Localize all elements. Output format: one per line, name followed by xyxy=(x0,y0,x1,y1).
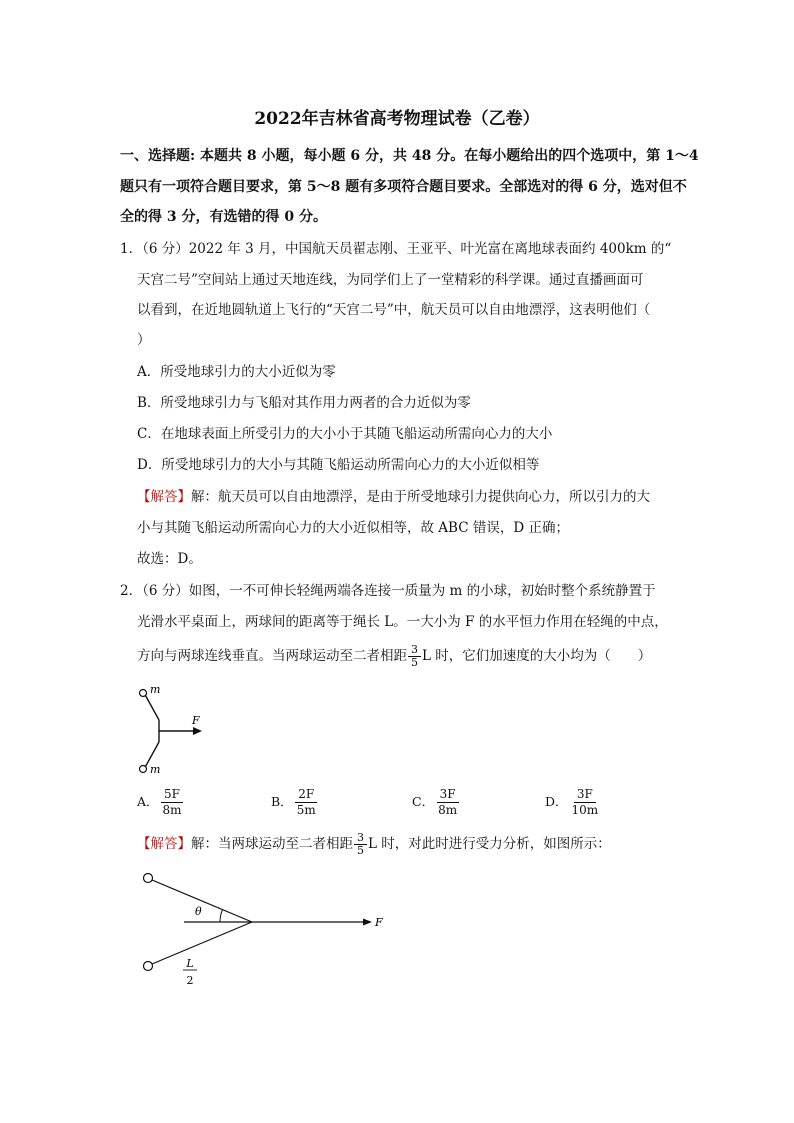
q2-answer-line1 xyxy=(137,831,611,857)
fraction-numerator: 5F xyxy=(161,787,183,803)
fraction-numerator: 3 xyxy=(354,832,367,845)
option-label: C． xyxy=(412,794,435,809)
option-fraction xyxy=(294,787,319,818)
fraction-denominator: 5 xyxy=(411,656,418,669)
fraction-numerator: 3F xyxy=(437,787,459,803)
option-fraction xyxy=(569,787,602,818)
q2-figure-2 xyxy=(136,864,396,994)
fig2-ball-top xyxy=(144,874,153,883)
q2-stem-line1: 2．（6 分）如图，一不可伸长轻绳两端各连接一质量为 m 的小球，初始时整个系统静置于 xyxy=(120,583,656,599)
fraction-denominator: 10m xyxy=(571,803,599,817)
q1-stem-line4: ） xyxy=(137,332,151,348)
fig1-label-force: F xyxy=(192,714,200,727)
option-label: D． xyxy=(545,794,568,809)
q2-stem-line3-post: L 时，它们加速度的大小均为（ ） xyxy=(422,648,652,664)
fig2-half-numerator: L xyxy=(186,957,194,970)
fraction-denominator: 5m xyxy=(296,803,316,817)
q2-option-c xyxy=(412,787,461,818)
q2-stem-fraction xyxy=(408,644,421,669)
fraction-numerator: 3F xyxy=(574,787,596,803)
q2-answer-tag: 【解答】 xyxy=(137,836,191,852)
q1-option-b: B．所受地球引力与飞船对其作用力两者的合力近似为零 xyxy=(137,395,471,411)
fig2-rope-bottom xyxy=(152,922,252,964)
q2-option-b xyxy=(271,787,320,818)
fig1-rope-top xyxy=(146,696,160,721)
q1-option-a: A．所受地球引力的大小近似为零 xyxy=(137,364,336,380)
fraction-numerator: 2F xyxy=(295,787,317,803)
page-title: 2022年吉林省高考物理试卷（乙卷） xyxy=(254,109,540,129)
fraction-denominator: 8m xyxy=(162,803,182,817)
q2-stem-line2: 光滑水平桌面上，两球间的距离等于绳长 L。一大小为 F 的水平恒力作用在轻绳的中点， xyxy=(137,614,668,630)
q2-option-d xyxy=(545,787,602,818)
q2-answer-pre: 解：当两球运动至二者相距 xyxy=(191,836,353,852)
q1-answer-line3: 故选：D。 xyxy=(137,551,202,567)
q2-answer-post: L 时，对此时进行受力分析，如图所示： xyxy=(368,836,611,852)
fig2-rope-top xyxy=(152,880,252,922)
fig2-ball-bottom xyxy=(144,962,153,971)
fig1-label-m-bottom: m xyxy=(150,763,161,776)
fig1-arrow-head-icon xyxy=(193,727,202,735)
fig2-angle-arc xyxy=(220,910,223,923)
q2-stem-line3 xyxy=(137,643,651,669)
fig2-label-theta: θ xyxy=(195,905,202,918)
q1-option-c: C．在地球表面上所受引力的大小小于其随飞船运动所需向心力的大小 xyxy=(137,426,553,442)
q1-answer-tag: 【解答】 xyxy=(137,489,191,505)
section-instructions-line2: 题只有一项符合题目要求，第 5～8 题有多项符合题目要求。全部选对的得 6 分，选对但不 xyxy=(120,179,687,195)
q2-option-a xyxy=(137,787,186,818)
fig1-ball-top xyxy=(140,690,147,697)
q2-stem-line3-pre: 方向与两球连线垂直。当两球运动至二者相距 xyxy=(137,648,407,664)
q1-stem-line2: 天宫二号”空间站上通过天地连线，为同学们上了一堂精彩的科学课。通过直播画面可 xyxy=(137,272,644,288)
q1-answer-text1: 解：航天员可以自由地漂浮，是由于所受地球引力提供向心力，所以引力的大 xyxy=(191,489,650,505)
fig2-arrow-head-icon xyxy=(363,919,372,926)
fig2-label-force: F xyxy=(375,916,383,929)
section-instructions-line1: 一、选择题: 本题共 8 小题，每小题 6 分，共 48 分。在每小题给出的四个选项中，第 1～4 xyxy=(120,148,699,164)
option-label: A． xyxy=(137,794,159,809)
q2-figure-1 xyxy=(132,680,222,780)
q1-stem-line1: 1．（6 分）2022 年 3 月，中国航天员翟志刚、王亚平、叶光富在离地球表面约 400km 的“ xyxy=(120,241,672,257)
fig1-label-m-top: m xyxy=(150,683,161,696)
fig1-ball-bottom xyxy=(140,766,147,773)
section-instructions-line3: 全的得 3 分，有选错的得 0 分。 xyxy=(120,209,327,225)
fraction-denominator: 8m xyxy=(438,803,458,817)
fraction-denominator: 5 xyxy=(357,844,364,857)
q1-stem-line3: 以看到，在近地圆轨道上飞行的“天宫二号”中，航天员可以自由地漂浮，这表明他们（ xyxy=(137,302,651,318)
q2-answer-fraction xyxy=(354,832,367,857)
fig2-half-denominator: 2 xyxy=(186,974,194,987)
q1-option-d: D．所受地球引力的大小与其随飞船运动所需向心力的大小近似相等 xyxy=(137,457,540,473)
option-fraction xyxy=(160,787,185,818)
option-fraction xyxy=(435,787,460,818)
q1-answer-line1 xyxy=(137,487,650,507)
q1-answer-line2: 小与其随飞船运动所需向心力的大小近似相等，故 ABC 错误，D 正确； xyxy=(137,520,569,536)
fraction-numerator: 3 xyxy=(408,644,421,657)
option-label: B． xyxy=(271,794,293,809)
